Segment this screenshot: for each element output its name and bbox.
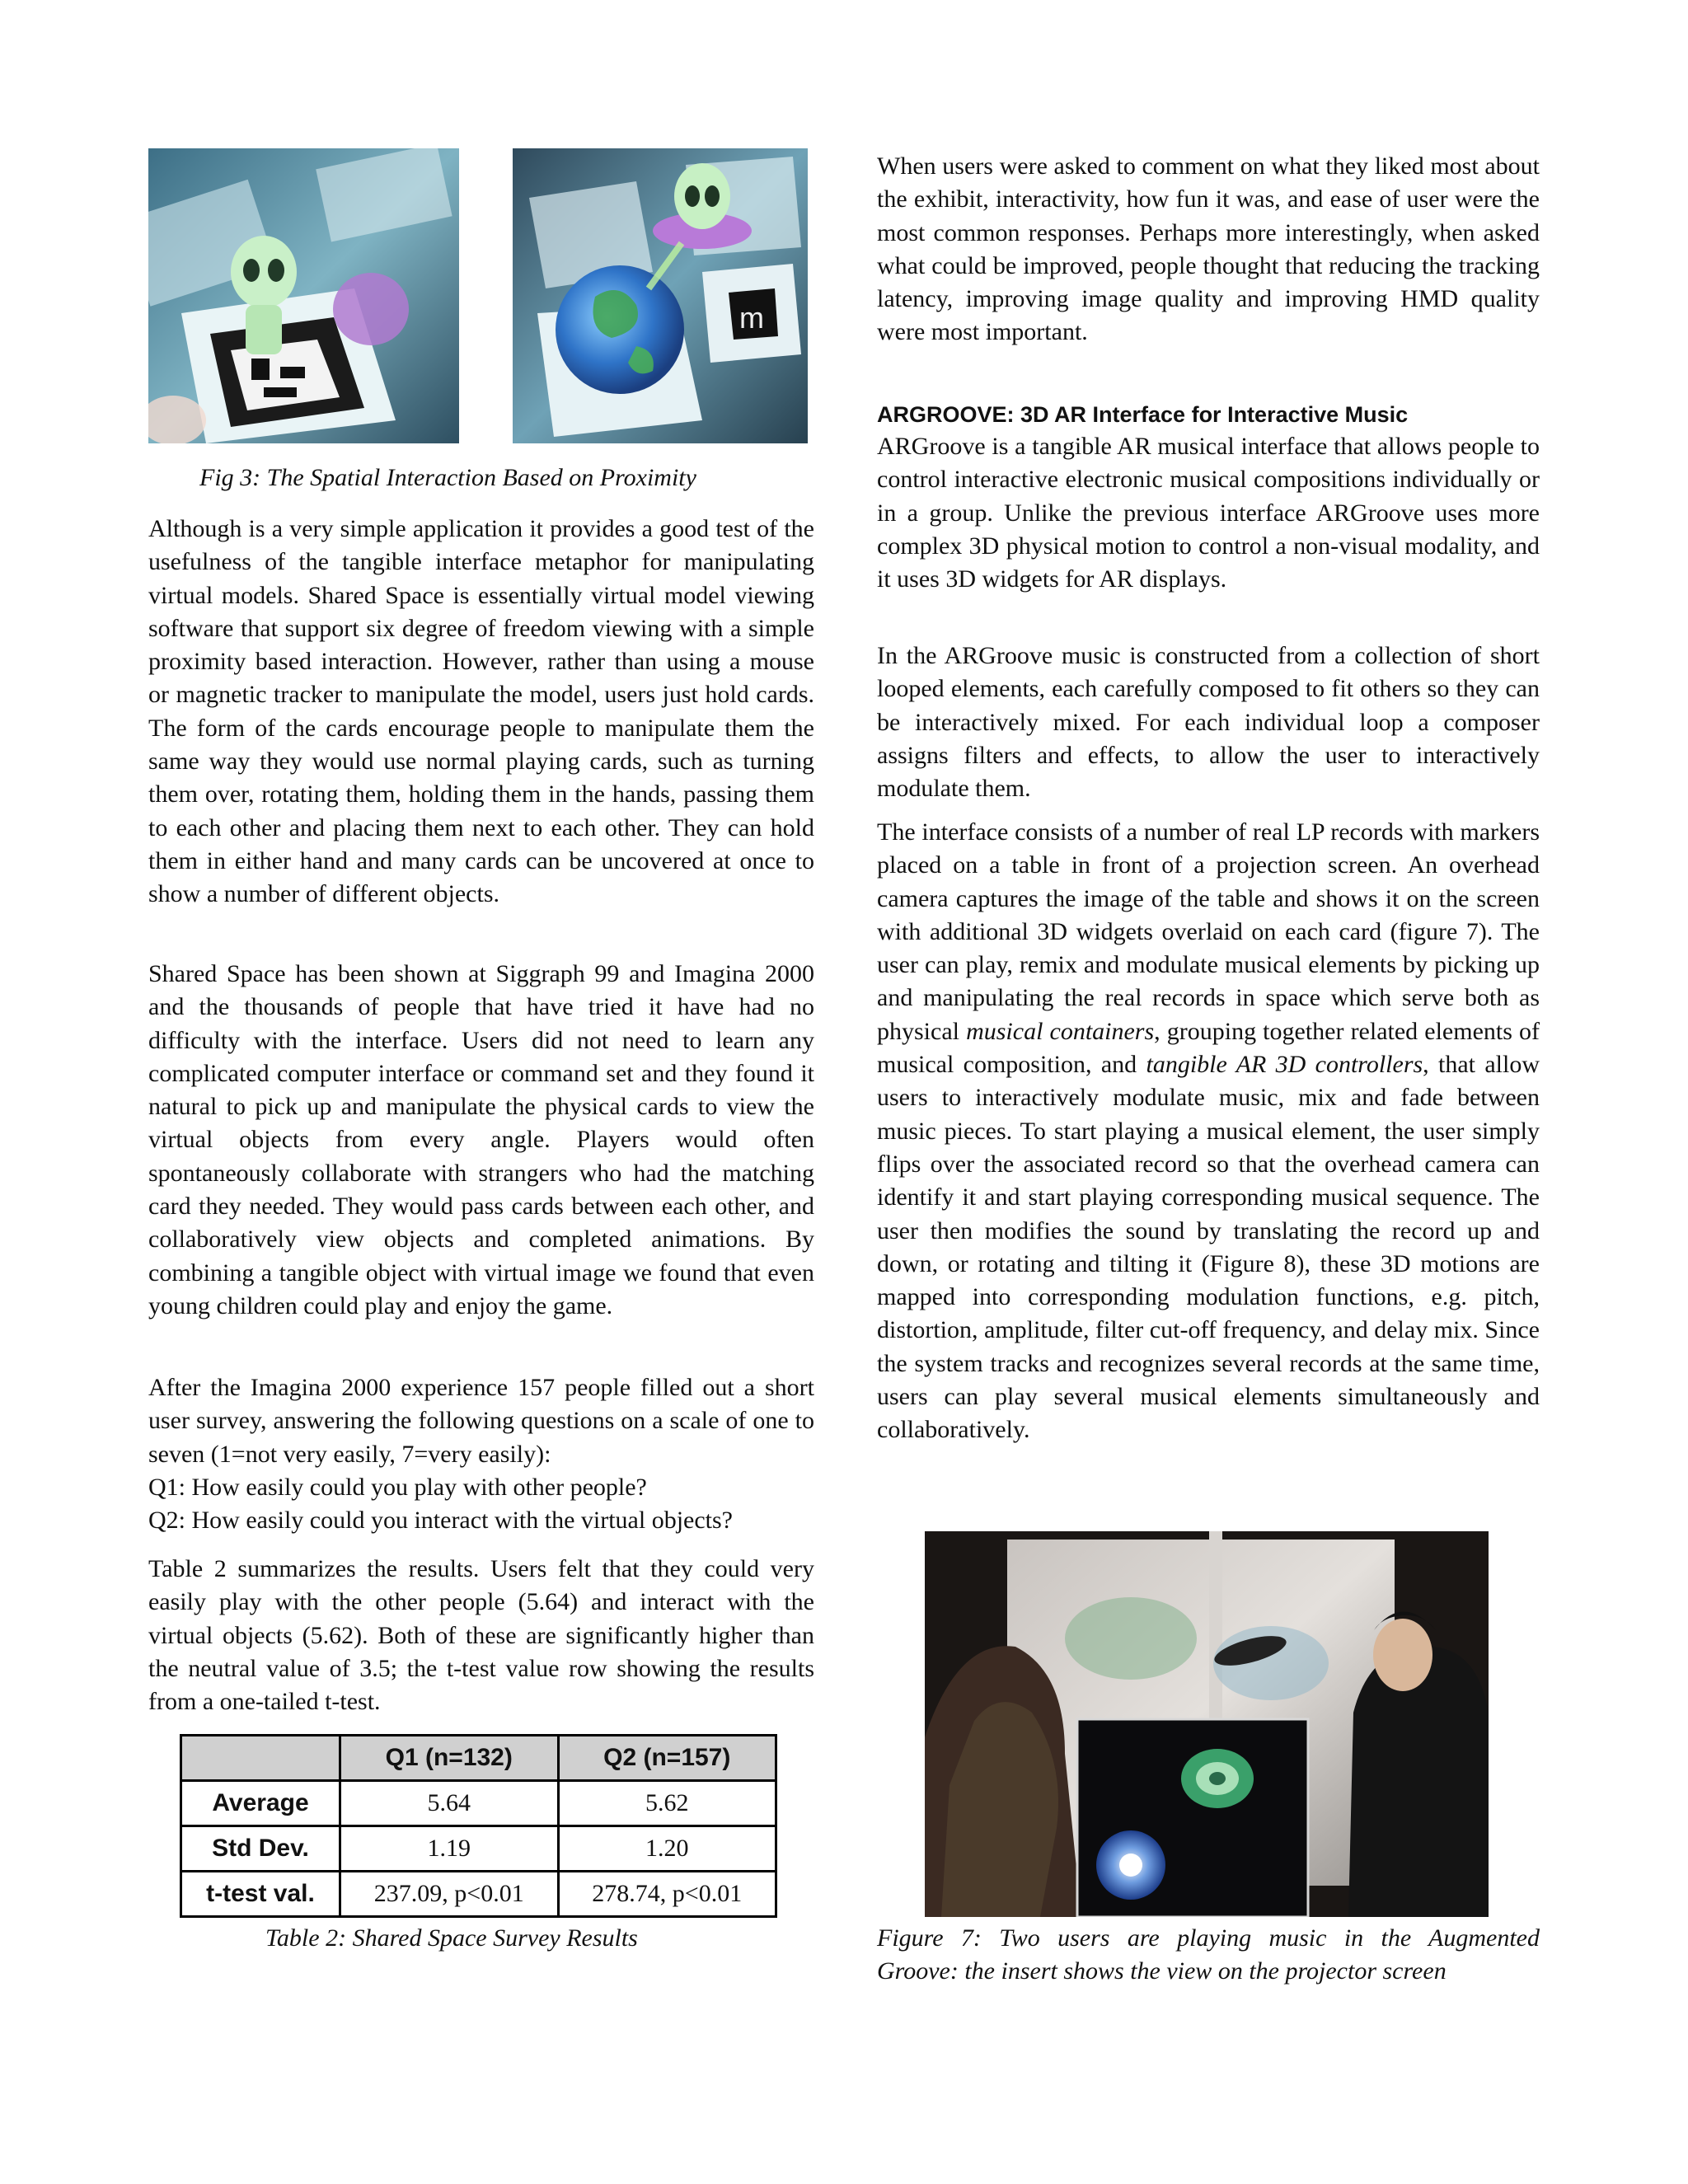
left-paragraph-3: After the Imagina 2000 experience 157 people filled out a short user survey, answering the following questions on a scale of one to seven (1=not very easily, 7=very easily): bbox=[148, 1374, 814, 1468]
emphasis-musical-containers: musical containers bbox=[966, 1017, 1155, 1045]
paragraph-text: , that allow users to interactively modulate music, mix and fade between music pieces. To start playing a musical element, the user simply flips over the associated record so that the overhead camera can identify it and start playing corresponding musical sequence. The user then modifies the sound by translating the record up and down, or rotating and tilting it (Figure 8), these 3D motions are mapped into corresponding modulation functions, e.g. pitch, distortion, amplitude, filter cut-off frequency, and delay mix. Since the system tracks and recognizes several records at the same time, users can play several musical elements simultaneously and collaboratively. bbox=[877, 1051, 1540, 1444]
survey-question-2: Q2: How easily could you interact with the virtual objects? bbox=[148, 1507, 733, 1534]
section-heading: ARGROOVE: 3D AR Interface for Interactive Music bbox=[877, 402, 1409, 427]
figure3-photo-left bbox=[148, 148, 459, 443]
figure7-photo bbox=[925, 1531, 1489, 1917]
table-cell: 1.19 bbox=[340, 1826, 559, 1872]
table-cell: 1.20 bbox=[558, 1826, 776, 1872]
table-header-row bbox=[181, 1736, 776, 1781]
right-paragraph-4 bbox=[877, 816, 1540, 1447]
table-cell: 237.09, p<0.01 bbox=[340, 1872, 559, 1917]
figure3-photo-left-art bbox=[148, 148, 459, 443]
table-row-label: Average bbox=[181, 1781, 340, 1826]
table-header-cell: Q1 (n=132) bbox=[340, 1736, 559, 1781]
left-paragraph-4: Table 2 summarizes the results. Users felt that they could very easily play with the other people (5.64) and interact with the virtual objects (5.62). Both of these are significantly higher than the neutral value of 3.5; the t-test value row showing the results from a one-tailed t-test. bbox=[148, 1555, 814, 1716]
left-paragraph-2: Shared Space has been shown at Siggraph 99 and Imagina 2000 and the thousands of people that have tried it have had no difficulty with the interface. Users did not need to learn any complicated computer interface or command set and they found it natural to pick up and manipulate the physical cards to view the virtual objects from every angle. Players would often spontaneously collaborate with strangers who had the matching card they needed. They would pass cards between each other, and collaboratively view objects and completed animations. By combining a tangible object with virtual image we found that even young children could play and enjoy the game. bbox=[148, 960, 814, 1319]
right-paragraph-3: In the ARGroove music is constructed from a collection of short looped elements, each carefully composed to fit others so they can be interactively mixed. For each individual loop a composer assigns filters and effects, to allow the user to interactively modulate them. bbox=[877, 642, 1540, 803]
table-row bbox=[181, 1826, 776, 1872]
figure7-caption-line-2: Groove: the insert shows the view on the projector screen bbox=[877, 1957, 1447, 1985]
right-paragraph-2: ARGroove is a tangible AR musical interface that allows people to control interactive electronic musical compositions individually or in a group. Unlike the previous interface ARGroove uses more complex 3D physical motion to control a non-visual modality, and it uses 3D widgets for AR displays. bbox=[877, 433, 1540, 593]
table-cell: 5.64 bbox=[340, 1781, 559, 1826]
table2-caption: Table 2: Shared Space Survey Results bbox=[265, 1924, 638, 1952]
table-cell: 278.74, p<0.01 bbox=[558, 1872, 776, 1917]
table-row bbox=[181, 1872, 776, 1917]
left-paragraph-1: Although is a very simple application it provides a good test of the usefulness of the tangible interface metaphor for manipulating virtual models. Shared Space is essentially virtual model viewing software that support six degree of freedom viewing with a simple proximity based interaction. However, rather than using a mouse or magnetic tracker to manipulate the model, users just hold cards. The form of the cards encourage people to manipulate them the same way they would use normal playing cards, such as turning them over, rotating them, holding them in the hands, passing them to each other and placing them next to each other. They can hold them in either hand and many cards can be uncovered at once to show a number of different objects. bbox=[148, 515, 814, 908]
figure3-caption: Fig 3: The Spatial Interaction Based on Proximity bbox=[199, 464, 696, 491]
figure3-photo-right bbox=[513, 148, 808, 443]
figure7-photo-art bbox=[925, 1531, 1489, 1917]
table-row-label: Std Dev. bbox=[181, 1826, 340, 1872]
figure3-photo-right-art bbox=[513, 148, 808, 443]
results-table bbox=[180, 1734, 777, 1918]
table-cell: 5.62 bbox=[558, 1781, 776, 1826]
table-row bbox=[181, 1781, 776, 1826]
table-row-label: t-test val. bbox=[181, 1872, 340, 1917]
emphasis-tangible-controllers: tangible AR 3D controllers bbox=[1146, 1051, 1423, 1079]
svg-text:m: m bbox=[739, 301, 764, 335]
table-header-cell bbox=[181, 1736, 340, 1781]
figure7-caption-line-1: Figure 7: Two users are playing music in the Augmented bbox=[877, 1924, 1540, 1952]
right-paragraph-1: When users were asked to comment on what they liked most about the exhibit, interactivity, how fun it was, and ease of user were the most common responses. Perhaps more interestingly, when asked what could be improved, people thought that reducing the tracking latency, improving image quality and improving HMD quality were most important. bbox=[877, 152, 1540, 346]
survey-question-1: Q1: How easily could you play with other people? bbox=[148, 1474, 647, 1501]
table-header-cell: Q2 (n=157) bbox=[558, 1736, 776, 1781]
paragraph-text: , grouping together related elements of musical composition, and bbox=[877, 1017, 1540, 1079]
paragraph-text: The interface consists of a number of real LP records with markers placed on a table in front of a projection screen. An overhead camera captures the image of the table and shows it on the screen with additional 3D widgets overlaid on each card (figure 7). The user can play, remix and modulate musical elements by picking up and manipulating the real records in space which serve both as physical bbox=[877, 818, 1540, 1045]
